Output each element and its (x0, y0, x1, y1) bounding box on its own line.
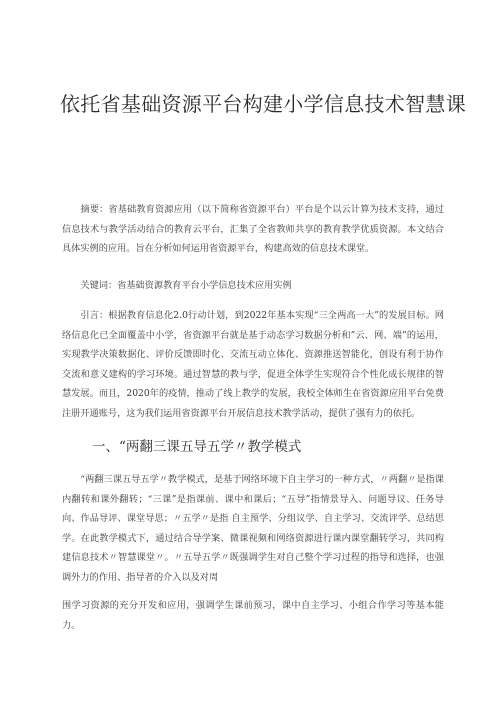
section-1-continuation: 围学习资源的充分开发和应用，强调学生课前预习，课中自主学习、小组合作学习等基本能力。 (62, 600, 444, 631)
section-heading-1: 一、“两翻三课五导五学〃教学模式 (92, 439, 302, 455)
paper-title: 依托省基础资源平台构建小学信息技术智慧课 (60, 92, 466, 116)
abstract-paragraph: 摘要：省基础教育资源应用（以下简称省资源平台）平台是个以云计算为技术支持，通过信息技术与教学活动结合的教育云平台，汇集了全省教师共享的教育教学优质资源。本文结合具体实例的应用。旨在分析如何运用省资源平台，构建高效的信息技术课堂。 (62, 204, 444, 255)
introduction-paragraph: 引言：根据教育信息化2.0行动计划，到2022年基本实现“三全两高一大”的发展目标。网络信息化已全面覆盖中小学，省资源平台就是基于动态学习数据分析和”云、网、端”的运用，实现教学决策数据化、评价反馈即时化、交流互动立体化、资源推送智能化，创设有利于协作交流和意义建构的学习环境。通过智慧的教与学，促进全体学生实现符合个性化成长规律的智慧发展。而且，2020年的疫情，推动了线上教学的发展，我校全体师生在省资源应用平台免费注册开通账号，这为我们运用省资源平台开展信息技术教学活动，提供了强有力的依托。 (62, 310, 444, 419)
section-1-paragraph: “两翻三课五导五学〃教学模式，是基于网络环境下自主学习的一种方式，〃两翻〃是指课内翻转和课外翻转；“三课”是指课前、课中和课后；“五导”指情景导入、问题导议、任务导向、作品导评、课堂导思；〃五学〃是指 自主预学、分组议学、自主学习、交流评学、总结思学。在此教学模式下，通过结合导学案、微课视频和网络资源进行课内课堂翻转学习，共同构建信息技术〃智慧课堂〃。〃五导五学〃既强调学生对自己整个学习过程的指导和选择，也强调外力的作用、指导者的介入以及对周 (62, 474, 444, 583)
keywords-paragraph: 关键词：省基础资源教育平台小学信息技术应用实例 (80, 280, 292, 291)
